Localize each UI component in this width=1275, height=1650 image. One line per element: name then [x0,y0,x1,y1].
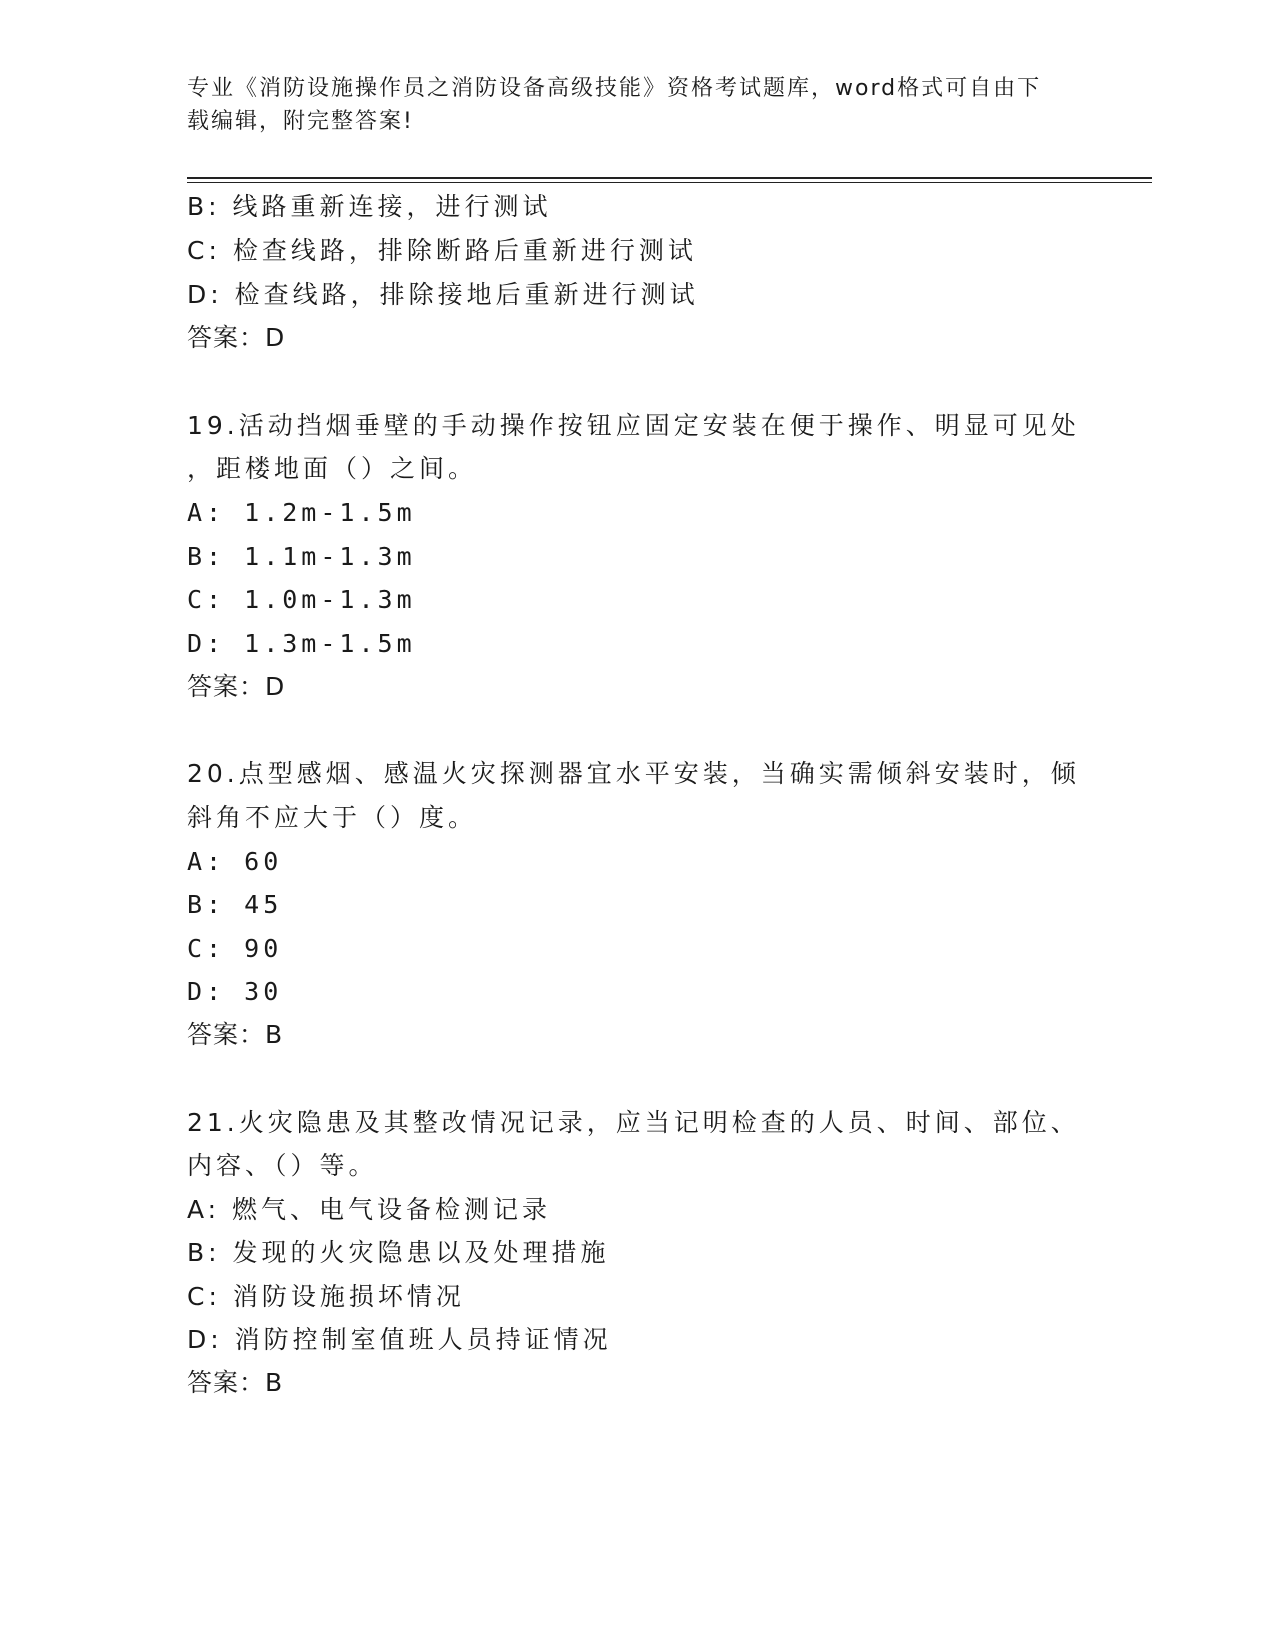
q21-stem-line-2: 内容、（）等。 [187,1151,378,1180]
q20-option-a: A: 60 [187,847,283,876]
q18-option-c: C: 检查线路，排除断路后重新进行测试 [187,236,697,265]
q21-option-a: A: 燃气、电气设备检测记录 [187,1195,552,1224]
q21-stem-line-1: 21.火灾隐患及其整改情况记录，应当记明检查的人员、时间、部位、 [187,1108,1080,1137]
q20-option-b: B: 45 [187,890,283,919]
q20-option-d: D: 30 [187,977,283,1006]
q21-answer: 答案：B [187,1368,284,1397]
q21-option-c: C: 消防设施损坏情况 [187,1282,465,1311]
q19-stem-line-1: 19.活动挡烟垂壁的手动操作按钮应固定安装在便于操作、明显可见处 [187,411,1080,440]
q20-stem-line-1: 20.点型感烟、感温火灾探测器宜水平安装，当确实需倾斜安装时，倾 [187,759,1080,788]
header-rule-thin [187,182,1152,183]
document-header [187,72,1067,138]
q19-option-c: C: 1.0m-1.3m [187,585,416,614]
q19-option-d: D: 1.3m-1.5m [187,629,416,658]
q20-option-c: C: 90 [187,934,283,963]
q21-option-b: B: 发现的火灾隐患以及处理措施 [187,1238,610,1267]
q18-option-d: D: 检查线路，排除接地后重新进行测试 [187,280,699,309]
q18-option-b: B: 线路重新连接，进行测试 [187,192,552,221]
q19-option-a: A: 1.2m-1.5m [187,498,416,527]
q18-answer: 答案：D [187,323,286,352]
q20-stem-line-2: 斜角不应大于（）度。 [187,803,478,832]
q21-option-d: D: 消防控制室值班人员持证情况 [187,1325,612,1354]
header-line-1: 专业《消防设施操作员之消防设备高级技能》资格考试题库，word格式可自由下 [187,76,1042,101]
q19-answer: 答案：D [187,672,286,701]
q20-answer: 答案：B [187,1020,284,1049]
header-rule-thick [187,177,1152,179]
header-line-2: 载编辑，附完整答案! [187,109,414,134]
q19-stem-line-2: ，距楼地面（）之间。 [187,454,478,483]
q19-option-b: B: 1.1m-1.3m [187,542,416,571]
